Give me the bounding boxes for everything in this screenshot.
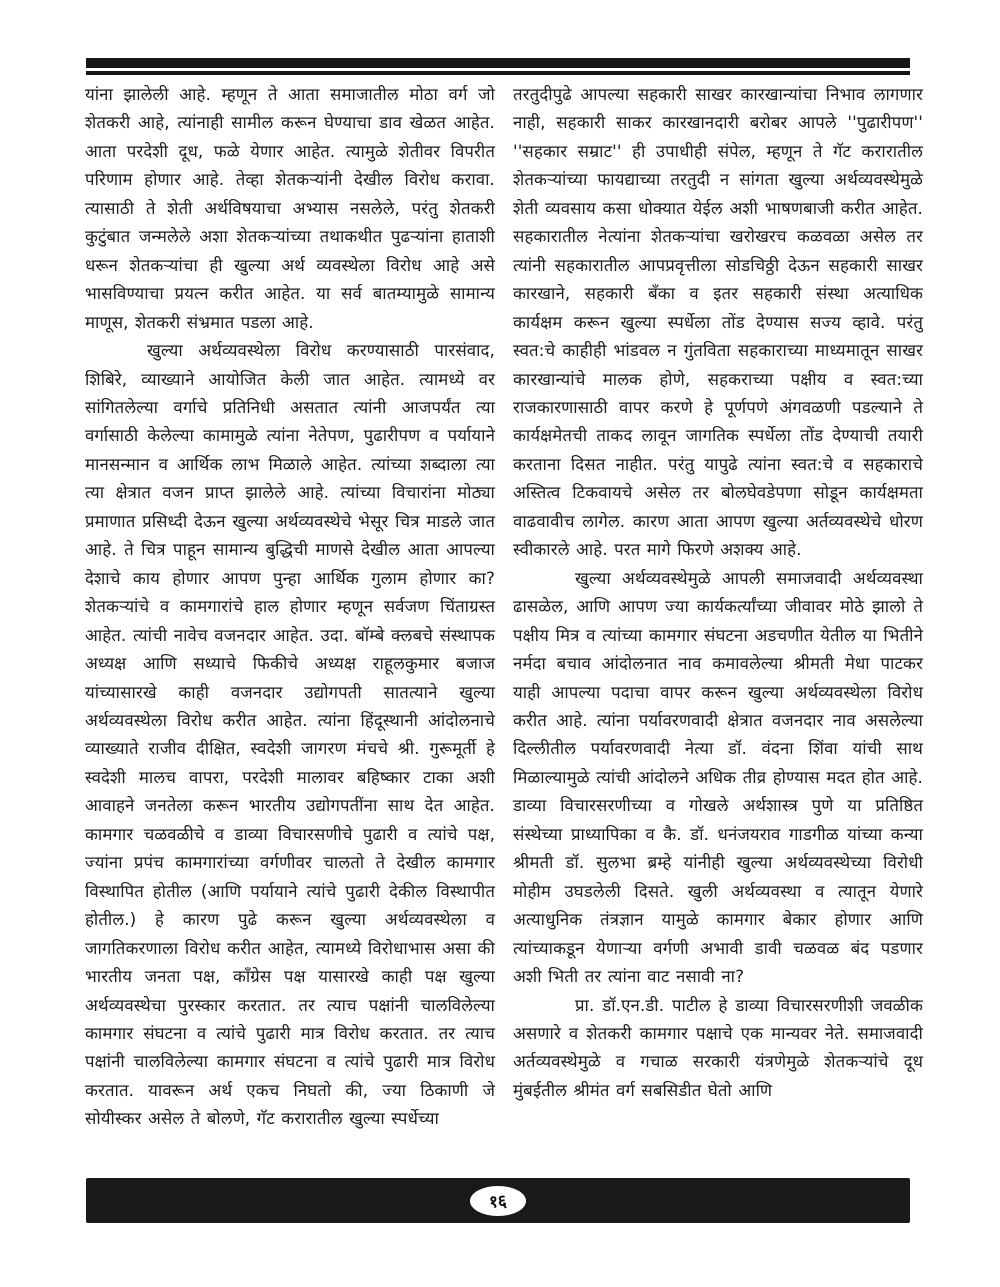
- text-columns: [85, 80, 923, 1133]
- paragraph: खुल्या अर्थव्यवस्थेला विरोध करण्यासाठी पारसंवाद, शिबिरे, व्याख्याने आयोजित केली जात आहेत. त्यामध्ये वर सांगितलेल्या वर्गाचे प्रतिनिधी असतात त्यांनी आजपर्यंत त्या वर्गासाठी केलेल्या कामामुळे त्यांना नेतेपण, पुढारीपण व पर्यायाने मानसन्मान व आर्थिक लाभ मिळाले आहेत. त्यांच्या शब्दाला त्या त्या क्षेत्रात वजन प्राप्त झालेले आहे. त्यांच्या विचारांना मोठ्या प्रमाणात प्रसिध्दी देऊन खुल्या अर्थव्यवस्थेचे भेसूर चित्र माडले जात आहे. ते चित्र पाहून सामान्य बुद्धिची माणसे देखील आता आपल्या देशाचे काय होणार आपण पुन्हा आर्थिक गुलाम होणार का? शेतकऱ्यांचे व कामगारांचे हाल होणार म्हणून सर्वजण चिंताग्रस्त आहेत. त्यांची नावेच वजनदार आहेत. उदा. बॉम्बे क्लबचे संस्थापक अध्यक्ष आणि सध्याचे फिकीचे अध्यक्ष राहूलकुमार बजाज यांच्यासारखे काही वजनदार उद्योगपती सातत्याने खुल्या अर्थव्यवस्थेला विरोध करीत आहेत. त्यांना हिंदूस्थानी आंदोलनाचे व्याख्याते राजीव दीक्षित, स्वदेशी जागरण मंचचे श्री. गुरूमूर्ती हे स्वदेशी मालच वापरा, परदेशी मालावर बहिष्कार टाका अशी आवाहने जनतेला करून भारतीय उद्योगपतींना साथ देत आहेत. कामगार चळवळीचे व डाव्या विचारसणीचे पुढारी व त्यांचे पक्ष, ज्यांना प्रपंच कामगारांच्या वर्गणीवर चालतो ते देखील कामगार विस्थापित होतील (आणि पर्यायाने त्यांचे पुढारी देकील विस्थापीत होतील.) हे कारण पुढे करून खुल्या अर्थव्यवस्थेला व जागतिकरणाला विरोध करीत आहेत, त्यामध्ये विरोधाभास असा की भारतीय जनता पक्ष, काँग्रेस पक्ष यासारखे काही पक्ष खुल्या अर्थव्यवस्थेचा पुरस्कार करतात. तर त्याच पक्षांनी चालविलेल्या कामगार संघटना व त्यांचे पुढारी मात्र विरोध करतात. तर त्याच पक्षांनी चालविलेल्या कामगार संघटना व त्यांचे पुढारी मात्र विरोध करतात. यावरून अर्थ एकच निघतो की, ज्या ठिकाणी जे सोयीस्कर असेल ते बोलणे, गॅट करारातील खुल्या स्पर्धेच्या: [85, 340, 495, 1129]
- header-rule-thick: [86, 58, 910, 68]
- text-column-right: [513, 80, 923, 1133]
- text-column-left: [85, 80, 495, 1133]
- paragraph: खुल्या अर्थव्यवस्थेमुळे आपली समाजवादी अर्थव्यवस्था ढासळेल, आणि आपण ज्या कार्यकर्त्यांच्या जीवावर मोठे झालो ते पक्षीय मित्र व त्यांच्या कामगार संघटना अडचणीत येतील या भितीने नर्मदा बचाव आंदोलनात नाव कमावलेल्या श्रीमती मेधा पाटकर याही आपल्या पदाचा वापर करून खुल्या अर्थव्यवस्थेला विरोध करीत आहे. त्यांना पर्यावरणवादी क्षेत्रात वजनदार नाव असलेल्या दिल्लीतील पर्यावरणवादी नेत्या डॉ. वंदना शिंवा यांची साथ मिळाल्यामुळे त्यांची आंदोलने अधिक तीव्र होण्यास मदत होत आहे. डाव्या विचारसरणीच्या व गोखले अर्थशास्त्र पुणे या प्रतिष्ठित संस्थेच्या प्राध्यापिका व कै. डॉ. धनंजयराव गाडगीळ यांच्या कन्या श्रीमती डॉ. सुलभा ब्रम्हे यांनीही खुल्या अर्थव्यवस्थेच्या विरोधी मोहीम उघडलेली दिसते. खुली अर्थव्यवस्था व त्यातून येणारे अत्याधुनिक तंत्रज्ञान यामुळे कामगार बेकार होणार आणि त्यांच्याकडून येणाऱ्या वर्गणी अभावी डावी चळवळ बंद पडणार अशी भिती तर त्यांना वाट नसावी ना?: [513, 567, 923, 987]
- page-number-badge: [470, 1186, 526, 1216]
- page-number: १६: [488, 1191, 508, 1213]
- paragraph: यांना झालेली आहे. म्हणून ते आता समाजातील मोठा वर्ग जो शेतकरी आहे, त्यांनाही सामील करून घेण्याचा डाव खेळत आहेत. आता परदेशी दूध, फळे येणार आहेत. त्यामुळे शेतीवर विपरीत परिणाम होणार आहे. तेव्हा शेतकऱ्यांनी देखील विरोध करावा. त्यासाठी ते शेती अर्थविषयाचा अभ्यास नसलेले, परंतु शेतकरी कुटुंबात जन्मलेले अशा शेतकऱ्यांच्या तथाकथीत पुढऱ्यांना हाताशी धरून शेतकऱ्यांचा ही खुल्या अर्थ व्यवस्थेला विरोध आहे असे भासविण्याचा प्रयत्न करीत आहेत. या सर्व बातम्यामुळे सामान्य माणूस, शेतकरी संभ्रमात पडला आहे.: [85, 84, 495, 332]
- footer-bar: [86, 1178, 910, 1223]
- paragraph: तरतुदीपुढे आपल्या सहकारी साखर कारखान्यांचा निभाव लागणार नाही, सहकारी साकर कारखानदारी बरोबर आपले ''पुढारीपण'' ''सहकार सम्राट'' ही उपाधीही संपेल, म्हणून ते गॅट करारातील शेतकऱ्यांच्या फायद्याच्या तरतुदी न सांगता खुल्या अर्थव्यवस्थेमुळे शेती व्यवसाय कसा धोक्यात येईल अशी भाषणबाजी करीत आहेत. सहकारातील नेत्यांना शेतकऱ्यांचा खरोखरच कळवळा असेल तर त्यांनी सहकारातील आपप्रवृत्तीला सोडचिठ्ठी देऊन सहकारी साखर कारखाने, सहकारी बँका व इतर सहकारी संस्था अत्याधिक कार्यक्षम करून खुल्या स्पर्धेला तोंड देण्यास सज्य व्हावे. परंतु स्वत:चे काहीही भांडवल न गुंतविता सहकाराच्या माध्यमातून साखर कारखान्यांचे मालक होणे, सहकराच्या पक्षीय व स्वत:च्या राजकारणासाठी वापर करणे हे पूर्णपणे अंगवळणी पडल्याने ते कार्यक्षमेतची ताकद लावून जागतिक स्पर्धेला तोंड देण्याची तयारी करताना दिसत नाहीत. परंतु यापुढे त्यांना स्वत:चे व सहकाराचे अस्तित्व टिकवायचे असेल तर बोलघेवडेपणा सोडून कार्यक्षमता वाढवावीच लागेल. कारण आता आपण खुल्या अर्तव्यवस्थेचे धोरण स्वीकारले आहे. परत मागे फिरणे अशक्य आहे.: [513, 84, 923, 560]
- header-double-rule: [86, 58, 910, 75]
- paragraph: प्रा. डॉ.एन.डी. पाटील हे डाव्या विचारसरणीशी जवळीक असणारे व शेतकरी कामगार पक्षाचे एक मान्यवर नेते. समाजवादी अर्तव्यवस्थेमुळे व गचाळ सरकारी यंत्रणेमुळे शेतकऱ्यांचे दूध मुंबईतील श्रीमंत वर्ग सबसिडीत घेतो आणि: [513, 994, 923, 1100]
- header-rule-thin: [86, 71, 910, 75]
